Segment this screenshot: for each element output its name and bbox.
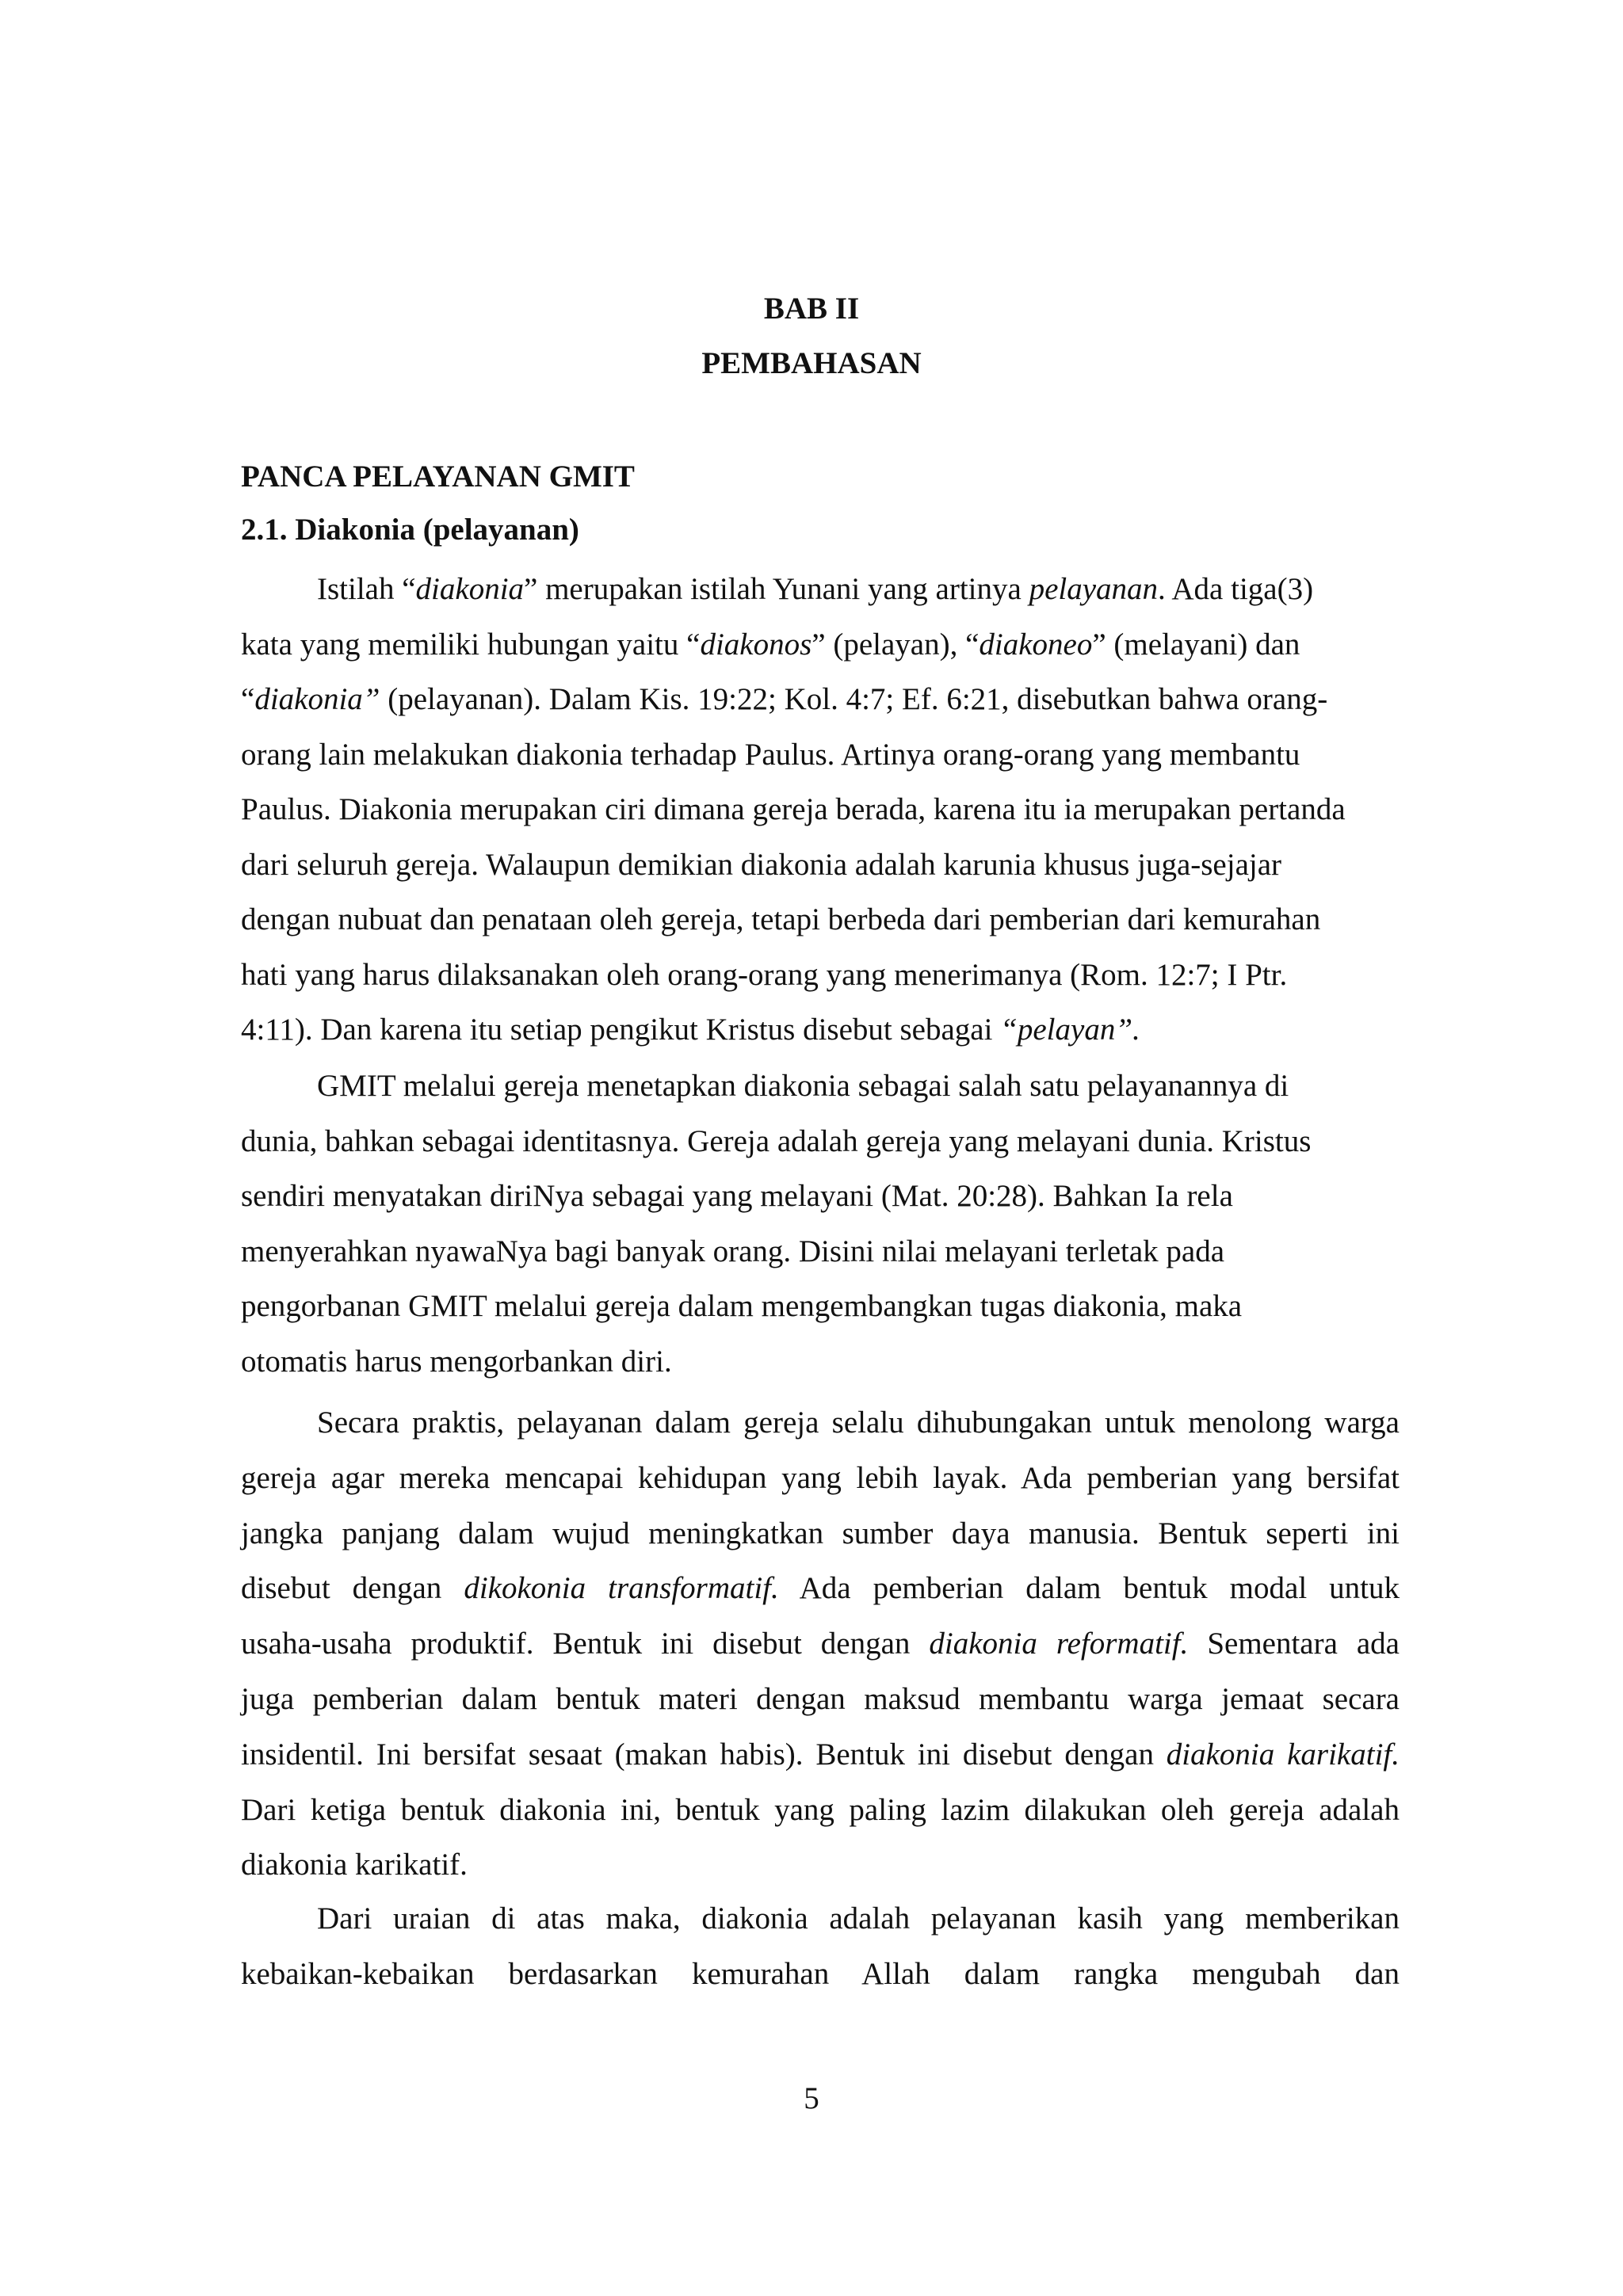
italic-term: diakonia reformatif. [929, 1627, 1189, 1661]
text-line [241, 1279, 1400, 1334]
text-run: GMIT melalui gereja menetapkan diakonia sebagai salah satu pelayanannya di [317, 1069, 1289, 1103]
text-line [241, 1561, 1400, 1616]
text-run: (pelayanan). Dalam Kis. 19:22; Kol. 4:7; Ef. 6:21, disebutkan bahwa orang- [380, 682, 1328, 716]
text-line [241, 1616, 1400, 1672]
text-run: juga pemberian dalam bentuk materi dengan maksud membantu warga jemaat secara [241, 1681, 1400, 1716]
text-run: orang lain melakukan diakonia terhadap Paulus. Artinya orang-orang yang membantu [241, 737, 1300, 772]
text-run: sendiri menyatakan diriNya sebagai yang melayani (Mat. 20:28). Bahkan Ia rela [241, 1179, 1233, 1213]
italic-term: diakonia karikatif. [1166, 1737, 1400, 1772]
paragraph-4 [241, 1891, 1400, 2002]
text-line [241, 1947, 1400, 2002]
paragraph-3 [241, 1395, 1400, 1893]
text-line [241, 948, 1400, 1003]
text-run: kata yang memiliki hubungan yaitu “ [241, 627, 701, 662]
text-run: diakonia karikatif. [241, 1848, 468, 1882]
text-line [241, 727, 1400, 783]
text-line [241, 1058, 1400, 1114]
text-run: “ [241, 682, 255, 716]
text-line [241, 1169, 1400, 1224]
text-line [241, 1002, 1400, 1058]
paragraph-2 [241, 1058, 1400, 1389]
section-title: PANCA PELAYANAN GMIT [241, 460, 635, 494]
text-run: Istilah “ [317, 572, 416, 606]
text-line [241, 1114, 1400, 1169]
text-run: Sementara ada [1188, 1627, 1400, 1661]
text-line [241, 1506, 1400, 1562]
text-run: Paulus. Diakonia merupakan ciri dimana gereja berada, karena itu ia merupakan pertanda [241, 792, 1346, 826]
text-line [241, 1783, 1400, 1838]
text-run: dengan nubuat dan penataan oleh gereja, tetapi berbeda dari pemberian dari kemurahan [241, 902, 1321, 936]
text-run: . Ada tiga(3) [1158, 572, 1314, 606]
chapter-number: BAB II [763, 292, 860, 326]
text-run: ” (melayani) dan [1092, 627, 1300, 662]
text-run: Dari ketiga bentuk diakonia ini, bentuk yang paling lazim dilakukan oleh gereja adalah [241, 1792, 1400, 1827]
text-run: insidentil. Ini bersifat sesaat (makan habis). Bentuk ini disebut dengan [241, 1737, 1167, 1772]
subsection-title: 2.1. Diakonia (pelayanan) [241, 513, 579, 547]
text-line [241, 892, 1400, 948]
text-line [241, 562, 1400, 617]
italic-term: diakoneo [979, 627, 1093, 662]
text-line [241, 1727, 1400, 1783]
paragraph-1 [241, 562, 1400, 1058]
italic-term: diakonos [700, 627, 812, 662]
text-run: hati yang harus dilaksanakan oleh orang-orang yang menerimanya (Rom. 12:7; I Ptr. [241, 957, 1288, 992]
italic-term: “pelayan”. [1000, 1013, 1140, 1047]
text-run: pengorbanan GMIT melalui gereja dalam mengembangkan tugas diakonia, maka [241, 1289, 1243, 1323]
italic-term: diakonia” [254, 682, 380, 716]
text-line [241, 1395, 1400, 1451]
text-run: disebut dengan [241, 1571, 464, 1606]
text-line [241, 837, 1400, 893]
text-line [241, 1451, 1400, 1506]
text-line [241, 1837, 1400, 1893]
text-line [241, 1224, 1400, 1280]
chapter-title: PEMBAHASAN [701, 346, 922, 380]
text-run: jangka panjang dalam wujud meningkatkan sumber daya manusia. Bentuk seperti ini [241, 1516, 1400, 1550]
text-run: kebaikan-kebaikan berdasarkan kemurahan Allah dalam rangka mengubah dan [241, 1956, 1400, 1991]
italic-term: pelayanan [1029, 572, 1159, 606]
text-run: gereja agar mereka mencapai kehidupan yang lebih layak. Ada pemberian yang bersifat [241, 1460, 1400, 1495]
text-line [241, 1672, 1400, 1727]
italic-term: dikokonia transformatif. [464, 1571, 779, 1606]
text-line [241, 617, 1400, 673]
text-run: Ada pemberian dalam bentuk modal untuk [778, 1571, 1400, 1606]
text-line [241, 782, 1400, 837]
text-run: Secara praktis, pelayanan dalam gereja selalu dihubungakan untuk menolong warga [317, 1405, 1400, 1440]
text-run: 4:11). Dan karena itu setiap pengikut Kristus disebut sebagai [241, 1013, 1001, 1047]
text-run: dari seluruh gereja. Walaupun demikian diakonia adalah karunia khusus juga-sejajar [241, 847, 1282, 882]
text-line [241, 672, 1400, 727]
text-run: menyerahkan nyawaNya bagi banyak orang. Disini nilai melayani terletak pada [241, 1234, 1225, 1268]
text-line [241, 1891, 1400, 1947]
page-number: 5 [804, 2081, 819, 2115]
text-run: otomatis harus mengorbankan diri. [241, 1344, 672, 1379]
text-run: Dari uraian di atas maka, diakonia adalah pelayanan kasih yang memberikan [317, 1901, 1400, 1936]
italic-term: diakonia [415, 572, 525, 606]
text-line [241, 1334, 1400, 1390]
text-run: dunia, bahkan sebagai identitasnya. Gereja adalah gereja yang melayani dunia. Kristus [241, 1123, 1312, 1158]
text-run: ” (pelayan), “ [812, 627, 980, 662]
text-run: usaha-usaha produktif. Bentuk ini disebut dengan [241, 1627, 930, 1661]
text-run: ” merupakan istilah Yunani yang artinya [524, 572, 1029, 606]
